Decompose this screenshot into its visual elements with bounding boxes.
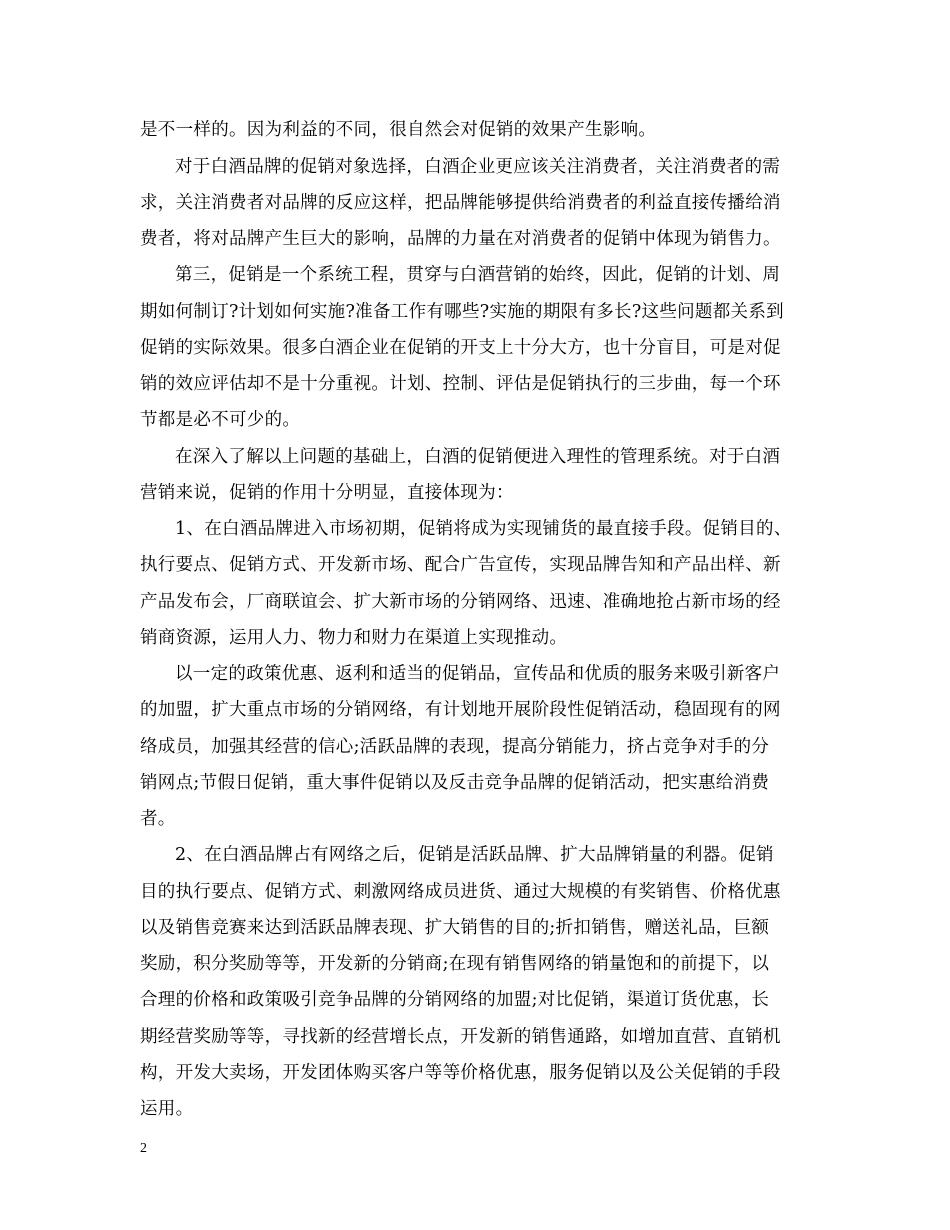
text-line: 的加盟，扩大重点市场的分销网络，有计划地开展阶段性促销活动，稳固现有的网 [140, 700, 781, 720]
text-line: 销网点;节假日促销，重大事件促销以及反击竞争品牌的促销活动，把实惠给消费 [140, 773, 770, 793]
page-number: 2 [140, 1141, 147, 1156]
text-line: 以一定的政策优惠、返利和适当的促销品，宣传品和优质的服务来吸引新客户 [175, 664, 781, 684]
text-line: 1、在白酒品牌进入市场初期，促销将成为实现铺货的最直接手段。促销目的、 [175, 519, 792, 539]
text-line: 在深入了解以上问题的基础上，白酒的促销便进入理性的管理系统。对于白酒 [175, 447, 781, 467]
text-line: 销的效应评估却不是十分重视。计划、控制、评估是促销执行的三步曲，每一个环 [140, 374, 781, 394]
text-line: 2、在白酒品牌占有网络之后，促销是活跃品牌、扩大品牌销量的利器。促销 [175, 845, 774, 865]
text-line: 产品发布会，厂商联谊会、扩大新市场的分销网络、迅速、准确地抢占新市场的经 [140, 592, 781, 612]
text-line: 以及销售竞赛来达到活跃品牌表现、扩大销售的目的;折扣销售，赠送礼品，巨额 [140, 918, 770, 938]
text-line: 目的执行要点、促销方式、刺激网络成员进货、通过大规模的有奖销售、价格优惠 [140, 882, 781, 902]
text-line: 络成员，加强其经营的信心;活跃品牌的表现，提高分销能力，挤占竞争对手的分 [140, 737, 770, 757]
text-line: 第三，促销是一个系统工程，贯穿与白酒营销的始终，因此，促销的计划、周 [175, 265, 781, 285]
text-line: 促销的实际效果。很多白酒企业在促销的开支上十分大方，也十分盲目，可是对促 [140, 338, 781, 358]
text-line: 期经营奖励等等，寻找新的经营增长点，开发新的销售通路，如增加直营、直销机 [140, 1027, 781, 1047]
text-line: 执行要点、促销方式、开发新市场、配合广告宣传，实现品牌告知和产品出样、新 [140, 555, 781, 575]
text-line: 构，开发大卖场，开发团体购买客户等等价格优惠，服务促销以及公关促销的手段 [140, 1063, 781, 1083]
text-line: 求，关注消费者对品牌的反应这样，把品牌能够提供给消费者的利益直接传播给消 [140, 193, 781, 213]
text-line: 节都是必不可少的。 [140, 410, 301, 430]
text-line: 运用。 [140, 1099, 194, 1119]
text-line: 者。 [140, 809, 176, 829]
text-line: 营销来说，促销的作用十分明显，直接体现为： [140, 483, 514, 503]
text-line: 奖励，积分奖励等等，开发新的分销商;在现有销售网络的销量饱和的前提下，以 [140, 954, 770, 974]
text-line: 对于白酒品牌的促销对象选择，白酒企业更应该关注消费者，关注消费者的需 [175, 157, 781, 177]
text-line: 是不一样的。因为利益的不同，很自然会对促销的效果产生影响。 [140, 120, 657, 140]
text-line: 合理的价格和政策吸引竞争品牌的分销网络的加盟;对比促销，渠道订货优惠，长 [140, 990, 770, 1010]
text-line: 期如何制订?计划如何实施?准备工作有哪些?实施的期限有多长?这些问题都关系到 [140, 302, 784, 322]
text-line: 费者，将对品牌产生巨大的影响，品牌的力量在对消费者的促销中体现为销售力。 [140, 229, 781, 249]
text-line: 销商资源，运用人力、物力和财力在渠道上实现推动。 [140, 628, 568, 648]
